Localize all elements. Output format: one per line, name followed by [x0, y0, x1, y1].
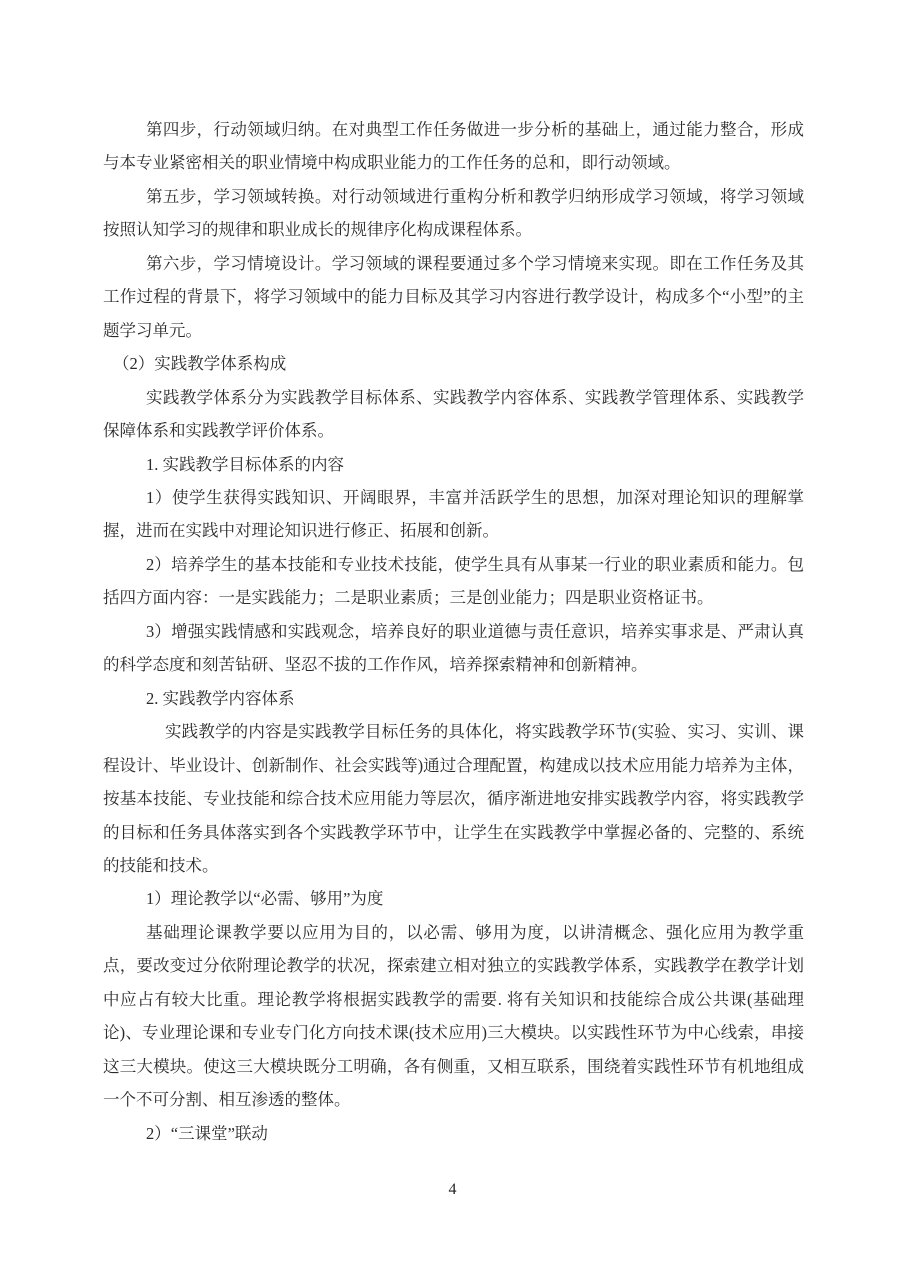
- body-paragraph: 实践教学体系分为实践教学目标体系、实践教学内容体系、实践教学管理体系、实践教学保障体系和实践教学评价体系。: [103, 387, 804, 441]
- subsection-heading: 2. 实践教学内容体系: [146, 688, 295, 708]
- body-paragraph: 2）培养学生的基本技能和专业技术技能，使学生具有从事某一行业的职业素质和能力。包括四方面内容：一是实践能力；二是职业素质；三是创业能力；四是职业资格证书。: [103, 554, 804, 608]
- body-paragraph: 实践教学的内容是实践教学目标任务的具体化，将实践教学环节(实验、实习、实训、课程设计、毕业设计、创新制作、社会实践等)通过合理配置，构建成以技术应用能力培养为主体，按基本技能、专业技能和综合技术应用能力等层次，循序渐进地安排实践教学内容，将实践教学的目标和任务具体落实到各个实践教学环节中，让学生在实践教学中掌握必备的、完整的、系统的技能和技术。: [103, 722, 804, 875]
- body-paragraph: 第四步，行动领域归纳。在对典型工作任务做进一步分析的基础上，通过能力整合，形成与本专业紧密相关的职业情境中构成职业能力的工作任务的总和，即行动领域。: [103, 120, 804, 173]
- body-paragraph: 第五步，学习领域转换。对行动领域进行重构分析和教学归纳形成学习领域，将学习领域按照认知学习的规律和职业成长的规律序化构成课程体系。: [103, 186, 804, 240]
- body-paragraph: 1）使学生获得实践知识、开阔眼界，丰富并活跃学生的思想，加深对理论知识的理解掌握，进而在实践中对理论知识进行修正、拓展和创新。: [103, 487, 804, 541]
- subsection-heading: 1. 实践教学目标体系的内容: [146, 454, 344, 474]
- page-number: 4: [448, 1181, 457, 1198]
- body-paragraph: 第六步，学习情境设计。学习领域的课程要通过多个学习情境来实现。即在工作任务及其工作过程的背景下，将学习领域中的能力目标及其学习内容进行教学设计，构成多个“小型”的主题学习单元。: [103, 253, 804, 340]
- subsection-heading: 2）“三课堂”联动: [146, 1123, 268, 1143]
- page-body: [103, 113, 804, 1150]
- body-paragraph: 3）增强实践情感和实践观念，培养良好的职业道德与责任意识，培养实事求是、严肃认真的科学态度和刻苦钻研、坚忍不拔的工作作风，培养探索精神和创新精神。: [103, 621, 804, 675]
- section-heading: （2）实践教学体系构成: [113, 354, 287, 374]
- body-paragraph: 基础理论课教学要以应用为目的，以必需、够用为度，以讲清概念、强化应用为教学重点，要改变过分依附理论教学的状况，探索建立相对独立的实践教学体系，实践教学在教学计划中应占有较大比重。理论教学将根据实践教学的需要. 将有关知识和技能综合成公共课(基础理论)、专业理论课和专业专门化方向技术课(技术应用)三大模块。以实践性环节为中心线索，串接这三大模块。使这三大模块既分工明确，各有侧重，又相互联系，围绕着实践性环节有机地组成一个不可分割、相互渗透的整体。: [103, 922, 804, 1110]
- subsection-heading: 1）理论教学以“必需、够用”为度: [146, 889, 384, 909]
